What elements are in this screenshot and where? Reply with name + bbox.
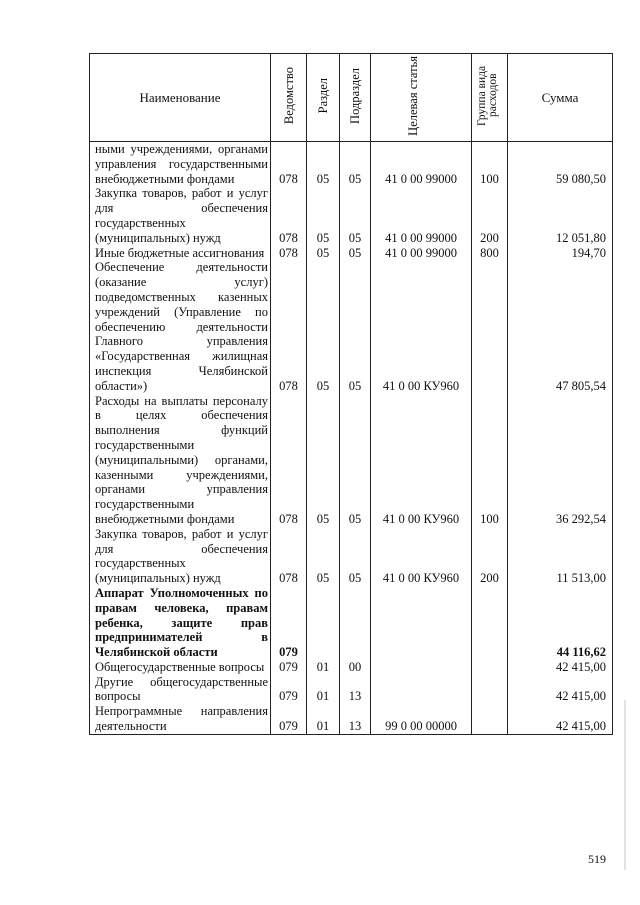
cell-name: Аппарат Уполномоченных по правам человека, правам ребенка, защите прав предпринимателей в Челябинской области bbox=[90, 586, 271, 660]
cell-podr: 05 bbox=[340, 142, 371, 187]
cell-cel: 41 0 00 КУ960 bbox=[371, 260, 472, 393]
cell-cel: 41 0 00 99000 bbox=[371, 142, 472, 187]
cell-ved: 078 bbox=[271, 142, 307, 187]
header-gruppa: Группа вида расходов bbox=[472, 54, 508, 142]
cell-cel: 99 0 00 00000 bbox=[371, 704, 472, 734]
cell-cel: 41 0 00 99000 bbox=[371, 186, 472, 245]
cell-podr: 13 bbox=[340, 675, 371, 705]
cell-cel bbox=[371, 675, 472, 705]
table-row bbox=[90, 675, 613, 705]
cell-ved: 078 bbox=[271, 186, 307, 245]
header-podrazdel: Подраздел bbox=[340, 54, 371, 142]
cell-sum: 59 080,50 bbox=[508, 142, 613, 187]
cell-sum: 42 415,00 bbox=[508, 675, 613, 705]
cell-grp: 200 bbox=[472, 186, 508, 245]
cell-sum: 47 805,54 bbox=[508, 260, 613, 393]
cell-ved: 078 bbox=[271, 527, 307, 586]
cell-name: Иные бюджетные ассигнования bbox=[90, 246, 271, 261]
cell-name: Закупка товаров, работ и услуг для обеспечения государственных (муниципальных) нужд bbox=[90, 186, 271, 245]
cell-name: ными учреждениями, органами управления государственными внебюджетными фондами bbox=[90, 142, 271, 187]
cell-sum: 194,70 bbox=[508, 246, 613, 261]
cell-name: Другие общегосударственные вопросы bbox=[90, 675, 271, 705]
cell-ved: 078 bbox=[271, 394, 307, 527]
cell-podr: 05 bbox=[340, 246, 371, 261]
cell-podr: 05 bbox=[340, 394, 371, 527]
cell-grp bbox=[472, 660, 508, 675]
cell-cel bbox=[371, 660, 472, 675]
cell-cel: 41 0 00 99000 bbox=[371, 246, 472, 261]
cell-ved: 079 bbox=[271, 660, 307, 675]
budget-table bbox=[89, 53, 612, 735]
cell-sum: 36 292,54 bbox=[508, 394, 613, 527]
cell-podr: 05 bbox=[340, 186, 371, 245]
cell-grp bbox=[472, 675, 508, 705]
header-celevaya: Целевая статья bbox=[371, 54, 472, 142]
scan-edge-line bbox=[624, 700, 626, 870]
header-razdel: Раздел bbox=[307, 54, 340, 142]
cell-razd: 01 bbox=[307, 675, 340, 705]
table-row bbox=[90, 186, 613, 245]
table-row bbox=[90, 142, 613, 187]
cell-grp bbox=[472, 704, 508, 734]
table-row bbox=[90, 704, 613, 734]
cell-podr bbox=[340, 586, 371, 660]
cell-sum: 42 415,00 bbox=[508, 660, 613, 675]
cell-ved: 078 bbox=[271, 260, 307, 393]
cell-name: Непрограммные направления деятельности bbox=[90, 704, 271, 734]
cell-razd: 05 bbox=[307, 142, 340, 187]
cell-razd: 05 bbox=[307, 260, 340, 393]
cell-razd: 01 bbox=[307, 704, 340, 734]
cell-razd bbox=[307, 586, 340, 660]
cell-grp bbox=[472, 260, 508, 393]
table-row bbox=[90, 394, 613, 527]
cell-sum: 12 051,80 bbox=[508, 186, 613, 245]
cell-podr: 05 bbox=[340, 260, 371, 393]
table-row bbox=[90, 527, 613, 586]
header-name: Наименование bbox=[90, 54, 271, 142]
table-row bbox=[90, 246, 613, 261]
cell-podr: 00 bbox=[340, 660, 371, 675]
cell-sum: 42 415,00 bbox=[508, 704, 613, 734]
page-number: 519 bbox=[588, 852, 606, 866]
cell-ved: 078 bbox=[271, 246, 307, 261]
cell-podr: 13 bbox=[340, 704, 371, 734]
cell-ved: 079 bbox=[271, 675, 307, 705]
cell-name: Общегосударственные вопросы bbox=[90, 660, 271, 675]
cell-cel: 41 0 00 КУ960 bbox=[371, 394, 472, 527]
cell-grp: 100 bbox=[472, 142, 508, 187]
cell-grp: 800 bbox=[472, 246, 508, 261]
header-summa: Сумма bbox=[508, 54, 613, 142]
cell-podr: 05 bbox=[340, 527, 371, 586]
cell-sum: 11 513,00 bbox=[508, 527, 613, 586]
cell-razd: 01 bbox=[307, 660, 340, 675]
cell-grp: 100 bbox=[472, 394, 508, 527]
cell-sum: 44 116,62 bbox=[508, 586, 613, 660]
cell-razd: 05 bbox=[307, 246, 340, 261]
table-row bbox=[90, 660, 613, 675]
cell-name: Закупка товаров, работ и услуг для обеспечения государственных (муниципальных) нужд bbox=[90, 527, 271, 586]
cell-cel bbox=[371, 586, 472, 660]
cell-razd: 05 bbox=[307, 394, 340, 527]
cell-name: Обеспечение деятельности (оказание услуг) подведомственных казенных учреждений (Управление по обеспечению деятельности Главного управления «Государственная жилищная инспекция Челябинской области») bbox=[90, 260, 271, 393]
cell-ved: 079 bbox=[271, 586, 307, 660]
table-row bbox=[90, 260, 613, 393]
cell-cel: 41 0 00 КУ960 bbox=[371, 527, 472, 586]
cell-grp bbox=[472, 586, 508, 660]
header-vedomstvo: Ведомство bbox=[271, 54, 307, 142]
table-header-row bbox=[90, 54, 613, 142]
cell-grp: 200 bbox=[472, 527, 508, 586]
cell-name: Расходы на выплаты персоналу в целях обеспечения выполнения функций государственными (муниципальными) органами, казенными учреждениями, органами управления государственными внебюджетными фондами bbox=[90, 394, 271, 527]
cell-razd: 05 bbox=[307, 186, 340, 245]
table-row bbox=[90, 586, 613, 660]
cell-ved: 079 bbox=[271, 704, 307, 734]
cell-razd: 05 bbox=[307, 527, 340, 586]
